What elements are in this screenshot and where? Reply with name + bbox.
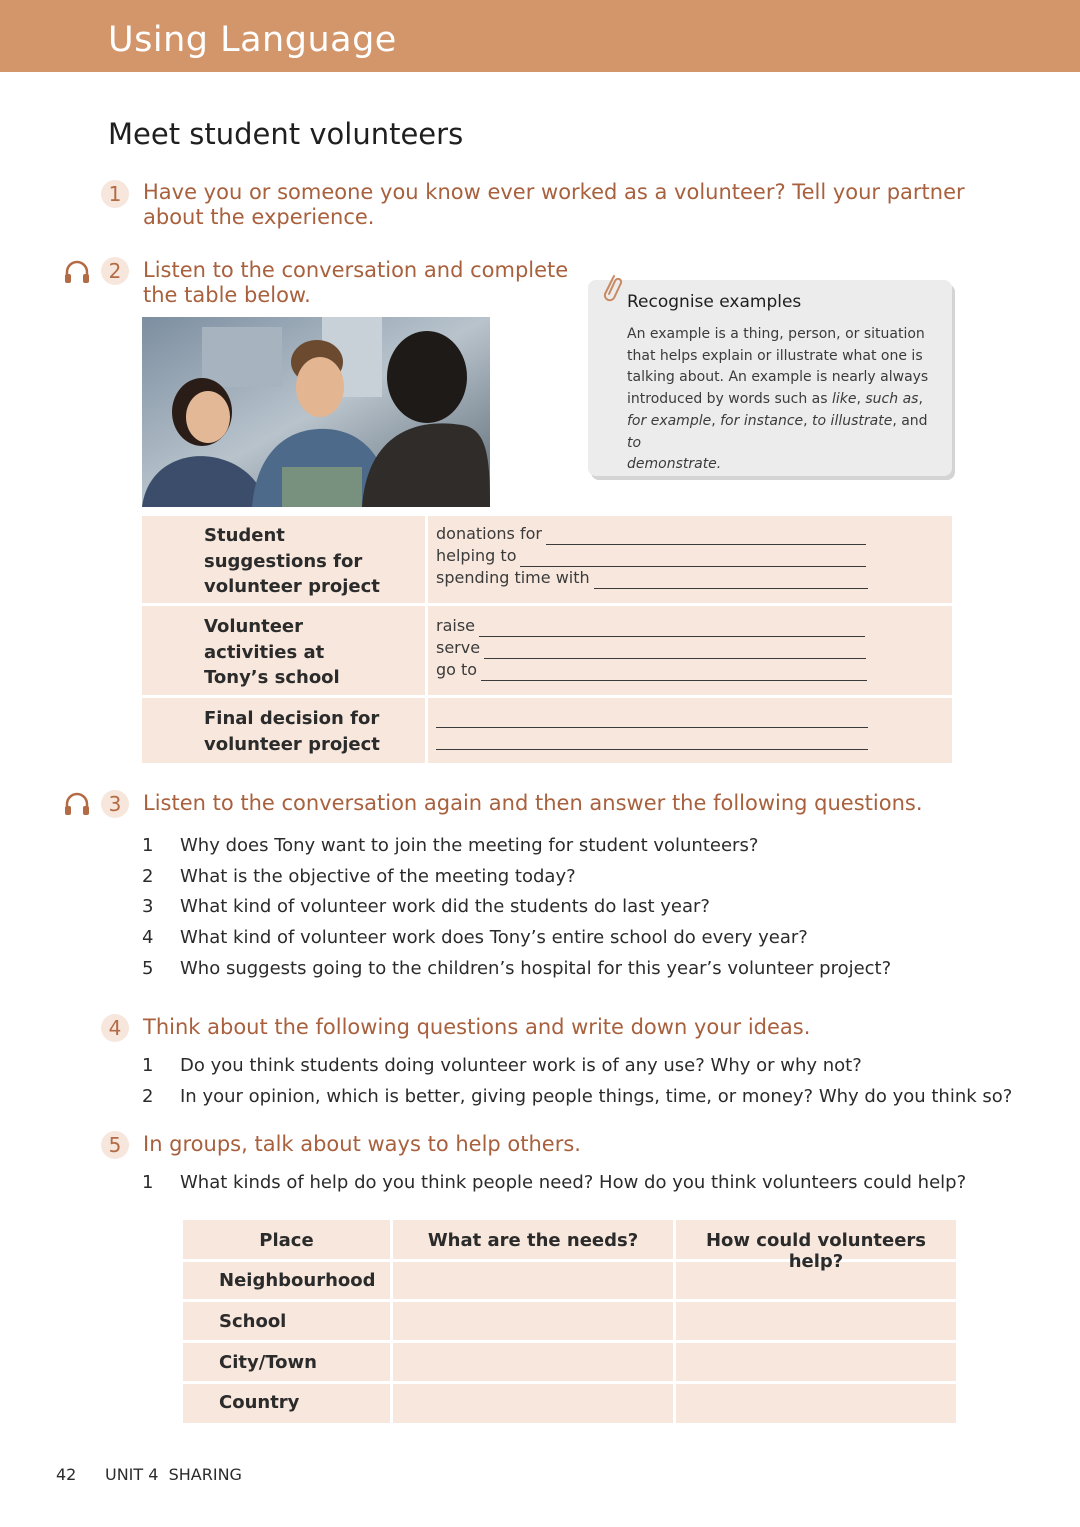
question-number: 2: [142, 866, 154, 887]
page-number: 42: [56, 1465, 77, 1484]
label-line: Volunteer: [204, 616, 304, 637]
question-number: 1: [142, 1172, 154, 1193]
recognise-examples-note: [588, 280, 952, 476]
question-text: In your opinion, which is better, giving people things, time, or money? Why do you think so?: [180, 1086, 1013, 1107]
prompt-text: serve: [436, 638, 481, 657]
question-text: What kinds of help do you think people need? How do you think volunteers could help?: [180, 1172, 967, 1193]
fill-in-line[interactable]: [436, 615, 865, 637]
task-3-instruction: Listen to the conversation again and then answer the following questions.: [143, 791, 923, 815]
label-line: Final decision for: [204, 708, 380, 729]
note-body: [627, 324, 939, 476]
note-example-word: demonstrate.: [627, 456, 722, 473]
label-line: Tony’s school: [204, 667, 340, 688]
answer-blank[interactable]: [436, 734, 868, 750]
table-row-place: Neighbourhood: [219, 1270, 376, 1291]
label-line: activities at: [204, 641, 325, 663]
table-divider: [142, 695, 952, 698]
unit-label: UNIT 4 SHARING: [105, 1465, 242, 1484]
question-number: 3: [142, 896, 154, 917]
question-number: 4: [142, 927, 154, 948]
column-header-help: How could volunteers help?: [705, 1230, 926, 1272]
note-title: Recognise examples: [627, 292, 802, 312]
note-text: ,: [856, 391, 866, 408]
student-volunteers-photo: [142, 317, 490, 507]
task-number-3: 3: [101, 790, 129, 818]
task-number-2: 2: [101, 257, 129, 285]
note-text: ,: [711, 412, 721, 429]
note-text: , and: [892, 412, 928, 429]
label-line: Student: [204, 525, 285, 546]
note-text: ,: [803, 412, 813, 429]
fill-in-line[interactable]: [436, 706, 868, 728]
table-divider: [142, 603, 952, 606]
label-line: volunteer project: [204, 576, 380, 597]
fill-in-line[interactable]: [436, 659, 867, 681]
header-banner: [0, 0, 1080, 72]
task-number-1: 1: [101, 180, 129, 208]
note-example-word: such as: [865, 391, 919, 408]
prompt-text: raise: [436, 616, 476, 635]
label-line: suggestions for: [204, 550, 363, 572]
question-number: 1: [142, 835, 154, 856]
note-line: An example is a thing, person, or situation: [627, 326, 925, 342]
headphones-icon[interactable]: [63, 790, 91, 818]
prompt-text: donations for: [436, 524, 542, 543]
table-divider: [183, 1299, 956, 1302]
answer-blank[interactable]: [546, 529, 866, 545]
note-example-word: for example: [627, 412, 712, 429]
task-1-instruction: [143, 180, 965, 230]
table-row-label: [204, 706, 380, 757]
note-example-word: like: [831, 391, 857, 408]
note-text: introduced by words such as: [627, 391, 832, 408]
fill-in-line[interactable]: [436, 523, 866, 545]
prompt-text: helping to: [436, 546, 517, 565]
table-row-label: [204, 523, 380, 600]
answer-blank[interactable]: [436, 712, 868, 728]
paperclip-icon: [598, 272, 624, 306]
task-1-line-2: about the experience.: [143, 205, 375, 229]
column-header-needs: What are the needs?: [427, 1230, 639, 1251]
section-title: Meet student volunteers: [108, 117, 464, 151]
answer-blank[interactable]: [484, 643, 866, 659]
question-number: 5: [142, 958, 154, 979]
table-row-label: [204, 614, 340, 691]
fill-in-line[interactable]: [436, 728, 868, 750]
help-others-table: [183, 1220, 956, 1423]
table-divider: [183, 1381, 956, 1384]
headphones-icon[interactable]: [63, 258, 91, 286]
fill-in-line[interactable]: [436, 567, 868, 589]
answer-blank[interactable]: [594, 573, 868, 589]
note-line: [627, 389, 939, 411]
question-text: Do you think students doing volunteer work is of any use? Why or why not?: [180, 1055, 862, 1076]
table-row-place: City/Town: [219, 1352, 317, 1373]
task-5-instruction: In groups, talk about ways to help others.: [143, 1132, 581, 1156]
prompt-text: go to: [436, 660, 478, 679]
question-text: Why does Tony want to join the meeting for student volunteers?: [180, 835, 759, 856]
task-number-5: 5: [101, 1131, 129, 1159]
task-2-instruction: [143, 258, 568, 308]
table-row-place: Country: [219, 1392, 300, 1413]
page-header-title: Using Language: [108, 20, 397, 60]
task-4-instruction: Think about the following questions and write down your ideas.: [143, 1015, 811, 1039]
note-line: that helps explain or illustrate what one is: [627, 347, 923, 364]
question-text: What kind of volunteer work did the students do last year?: [180, 896, 710, 917]
question-text: What is the objective of the meeting today?: [180, 866, 576, 887]
question-text: Who suggests going to the children’s hospital for this year’s volunteer project?: [180, 958, 892, 979]
note-line: talking about. An example is nearly always: [627, 369, 929, 386]
question-text: What kind of volunteer work does Tony’s entire school do every year?: [180, 927, 808, 948]
note-example-word: to: [627, 434, 642, 451]
note-example-word: to illustrate: [812, 412, 893, 429]
task-2-line-2: the table below.: [143, 283, 311, 307]
note-text: ,: [918, 391, 923, 408]
answer-blank[interactable]: [479, 621, 865, 637]
conversation-table: [142, 516, 952, 763]
table-divider: [425, 516, 428, 763]
answer-blank[interactable]: [481, 665, 867, 681]
fill-in-line[interactable]: [436, 637, 866, 659]
note-line: [627, 411, 939, 454]
column-header-place: Place: [259, 1230, 314, 1251]
task-number-4: 4: [101, 1014, 129, 1042]
label-line: volunteer project: [204, 733, 380, 755]
task-1-line-1: Have you or someone you know ever worked as a volunteer? Tell your partner: [143, 180, 965, 204]
table-row-place: School: [219, 1311, 287, 1332]
table-divider: [183, 1340, 956, 1343]
note-example-word: for instance: [720, 412, 804, 429]
note-line: [627, 454, 939, 476]
answer-blank[interactable]: [520, 551, 866, 567]
task-2-line-1: Listen to the conversation and complete: [143, 258, 569, 282]
fill-in-line[interactable]: [436, 545, 866, 567]
question-number: 2: [142, 1086, 154, 1107]
question-number: 1: [142, 1055, 154, 1076]
prompt-text: spending time with: [436, 568, 590, 587]
